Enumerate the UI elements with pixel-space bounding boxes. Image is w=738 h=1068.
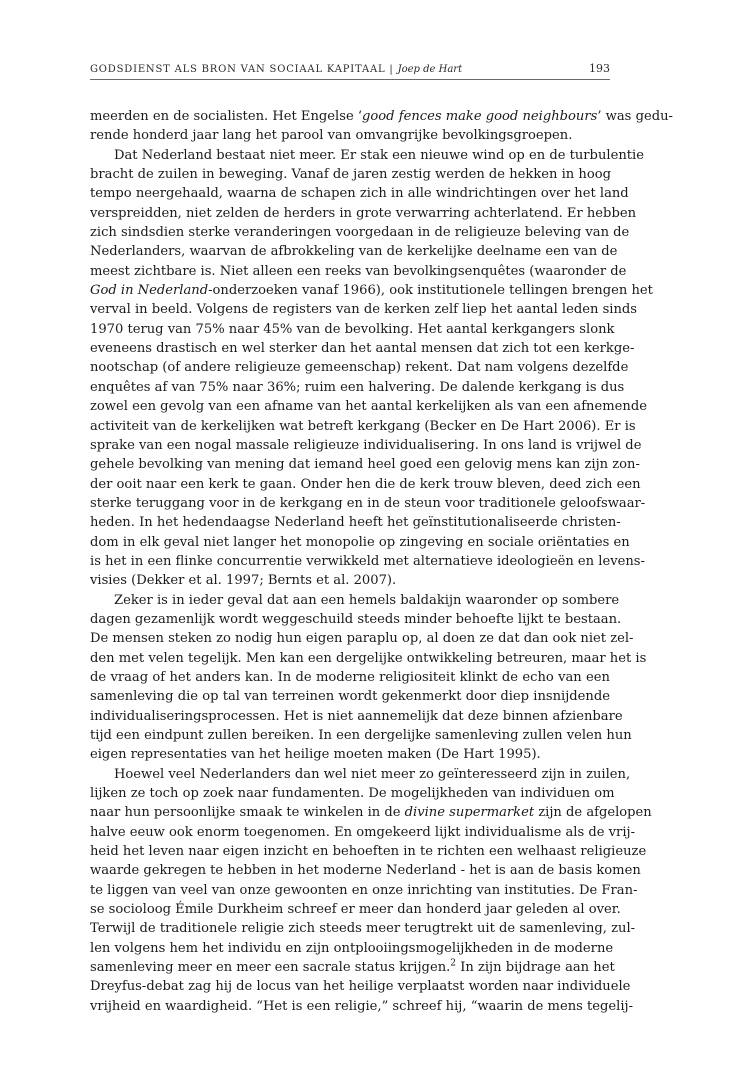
- text-line: [90, 126, 610, 145]
- text-run: is het in een flinke concurrentie verwikkeld met alternatieve ideologieën en levens-: [90, 553, 645, 569]
- text-line: [90, 320, 615, 339]
- text-run: gehele bevolking van mening dat iemand heel goed een gelovig mens kan zijn zon-: [90, 457, 640, 473]
- text-line: [90, 784, 615, 803]
- text-run: len volgens hem het individu en zijn ontplooiingsmogelijkheden in de moderne: [90, 940, 614, 956]
- text-line: [90, 958, 615, 977]
- text-run: den met velen tegelijk. Men kan een dergelijke ontwikkeling betreuren, maar het is: [90, 650, 647, 666]
- text-run: eveneens drastisch en wel sterker dan het aantal mensen dat zich tot een kerkge-: [90, 341, 635, 357]
- running-head: [90, 64, 462, 75]
- text-line: [90, 939, 614, 958]
- text-run: nootschap (of andere religieuze gemeenschap) rekent. Dat nam volgens dezelfde: [90, 360, 629, 376]
- text-line: [90, 300, 638, 319]
- text-run: In zijn bijdrage aan het: [456, 960, 615, 976]
- text-run: heden. In het hedendaagse Nederland heeft het geïnstitutionaliseerde christen-: [90, 515, 621, 531]
- text-line: [90, 378, 625, 397]
- text-run: meest zichtbare is. Niet alleen een reeks van bevolkingsenquêtes (waaronder de: [90, 263, 627, 279]
- text-line: [90, 571, 610, 590]
- text-run: zijn de afgelopen: [534, 805, 652, 821]
- text-line: [90, 107, 673, 126]
- text-line: [90, 803, 652, 822]
- text-line: [90, 552, 645, 571]
- text-run: dagen gezamenlijk wordt weggeschuild steeds minder behoefte lijkt te bestaan.: [90, 611, 622, 627]
- text-run: ’ was gedu-: [597, 109, 673, 124]
- text-run: Hoewel veel Nederlanders dan wel niet meer zo geïnteresseerd zijn in zuilen,: [114, 766, 631, 782]
- text-run: verspreidden, niet zelden de herders in grote verwarring achterlatend. Er hebben: [90, 205, 637, 221]
- text-run: se socioloog Émile Durkheim schreef er meer dan honderd jaar geleden al over.: [90, 902, 621, 918]
- text-line: [90, 726, 632, 745]
- page-header: [90, 62, 610, 80]
- text-line: [90, 184, 629, 203]
- footnote-marker: 2: [450, 958, 457, 969]
- page-number: 193: [589, 62, 610, 75]
- text-run: samenleving meer en meer een sacrale status krijgen.: [90, 960, 451, 976]
- body-text: [90, 107, 673, 1016]
- running-head-author: Joep de Hart: [397, 64, 463, 75]
- text-line: [90, 765, 631, 784]
- text-run: De mensen steken zo nodig hun eigen paraplu op, al doen ze dat dan ook niet zel-: [90, 631, 634, 647]
- text-line: [90, 842, 647, 861]
- text-line: [90, 881, 638, 900]
- text-run: activiteit van de kerkelijken wat betreft kerkgang (Becker en De Hart 2006). Er is: [90, 418, 636, 434]
- text-line: [90, 610, 622, 629]
- text-line: [90, 475, 641, 494]
- text-run: samenleving die op tal van terreinen wordt gekenmerkt door diep insnijdende: [90, 689, 610, 705]
- text-run: rende honderd jaar lang het parool van omvangrijke bevolkingsgroepen.: [90, 128, 573, 144]
- text-line: [90, 977, 631, 996]
- text-run: enquêtes af van 75% naar 36%; ruim een halvering. De dalende kerkgang is dus: [90, 379, 625, 395]
- text-line: [90, 339, 635, 358]
- text-line: [90, 417, 636, 436]
- text-line: [90, 629, 634, 648]
- text-run: de vraag of het anders kan. In de moderne religiositeit klinkt de echo van een: [90, 669, 610, 685]
- text-line: [90, 146, 644, 165]
- text-run: dom in elk geval niet langer het monopolie op zingeving en sociale oriëntaties en: [90, 534, 630, 550]
- text-line: [90, 533, 630, 552]
- text-line: [90, 687, 610, 706]
- text-line: [90, 745, 610, 764]
- text-run: Nederlanders, waarvan de afbrokkeling van de kerkelijke deelname een van de: [90, 244, 618, 260]
- text-line: [90, 165, 610, 184]
- text-line: [90, 358, 629, 377]
- text-run: vrijheid en waardigheid. “Het is een religie,” schreef hij, “waarin de mens tegelij-: [90, 998, 634, 1014]
- text-run: eigen representaties van het heilige moeten maken (De Hart 1995).: [90, 747, 541, 763]
- text-line: [90, 436, 642, 455]
- book-page: [90, 62, 673, 1016]
- text-line: [90, 455, 640, 474]
- text-run: zowel een gevolg van een afname van het aantal kerkelijken als van een afnemende: [90, 399, 647, 415]
- running-head-title: GODSDIENST ALS BRON VAN SOCIAAL KAPITAAL: [90, 64, 386, 75]
- text-run: sprake van een nogal massale religieuze individualisering. In ons land is vrijwel de: [90, 437, 642, 453]
- text-line: [90, 281, 653, 300]
- italic-text: divine supermarket: [404, 805, 535, 821]
- running-head-separator: |: [385, 64, 398, 75]
- text-line: [90, 204, 637, 223]
- text-run: zich sindsdien sterke veranderingen voorgedaan in de religieuze beleving van de: [90, 225, 630, 241]
- text-run: tempo neergehaald, waarna de schapen zich in alle windrichtingen over het land: [90, 186, 629, 202]
- text-run: meerden en de socialisten. Het Engelse ‘: [90, 109, 363, 124]
- text-line: [90, 262, 627, 281]
- text-run: visies (Dekker et al. 1997; Bernts et al. 2007).: [90, 573, 397, 589]
- text-line: [90, 242, 618, 261]
- text-run: 1970 terug van 75% naar 45% van de bevolking. Het aantal kerkgangers slonk: [90, 321, 615, 337]
- text-line: [90, 649, 647, 668]
- text-run: Terwijl de traditionele religie zich steeds meer terugtrekt uit de samenleving, zul-: [90, 921, 636, 937]
- text-line: [90, 707, 623, 726]
- text-run: waarde gekregen te hebben in het moderne Nederland - het is aan de basis komen: [90, 863, 641, 879]
- text-run: Zeker is in ieder geval dat aan een hemels baldakijn waaronder op sombere: [114, 592, 620, 608]
- text-run: Dat Nederland bestaat niet meer. Er stak een nieuwe wind op en de turbulentie: [114, 147, 644, 163]
- text-line: [90, 900, 621, 919]
- text-run: sterke teruggang voor in de kerkgang en in de steun voor traditionele geloofswaar-: [90, 495, 646, 511]
- text-line: [90, 919, 636, 938]
- text-line: [90, 397, 647, 416]
- text-line: [90, 591, 620, 610]
- italic-text: God in Nederland: [90, 283, 209, 299]
- text-run: verval in beeld. Volgens de registers van de kerken zelf liep het aantal leden sinds: [90, 302, 638, 318]
- text-line: [90, 494, 646, 513]
- text-run: individualiseringsprocessen. Het is niet aannemelijk dat deze binnen afzienbare: [90, 708, 623, 724]
- text-run: -onderzoeken vanaf 1966), ook institutionele tellingen brengen het: [208, 283, 653, 299]
- text-run: heid het leven naar eigen inzicht en behoeften in te richten een welhaast religieuze: [90, 844, 647, 860]
- italic-text: good fences make good neighbours: [362, 109, 598, 124]
- text-run: tijd een eindpunt zullen bereiken. In een dergelijke samenleving zullen velen hun: [90, 728, 632, 743]
- text-line: [90, 513, 621, 532]
- text-run: bracht de zuilen in beweging. Vanaf de jaren zestig werden de hekken in hoog: [90, 167, 611, 183]
- text-run: naar hun persoonlijke smaak te winkelen in de: [90, 805, 405, 821]
- text-line: [90, 823, 635, 842]
- text-line: [90, 223, 630, 242]
- text-line: [90, 861, 641, 880]
- text-run: Dreyfus-debat zag hij de locus van het heilige verplaatst worden naar individuele: [90, 979, 631, 995]
- text-run: halve eeuw ook enorm toegenomen. En omgekeerd lijkt individualisme als de vrij-: [90, 824, 635, 840]
- text-line: [90, 997, 634, 1016]
- text-run: lijken ze toch op zoek naar fundamenten. De mogelijkheden van individuen om: [90, 786, 615, 802]
- text-run: te liggen van veel van onze gewoonten en onze inrichting van instituties. De Fran-: [90, 882, 638, 898]
- text-run: der ooit naar een kerk te gaan. Onder hen die de kerk trouw bleven, deed zich een: [90, 476, 641, 492]
- text-line: [90, 668, 610, 687]
